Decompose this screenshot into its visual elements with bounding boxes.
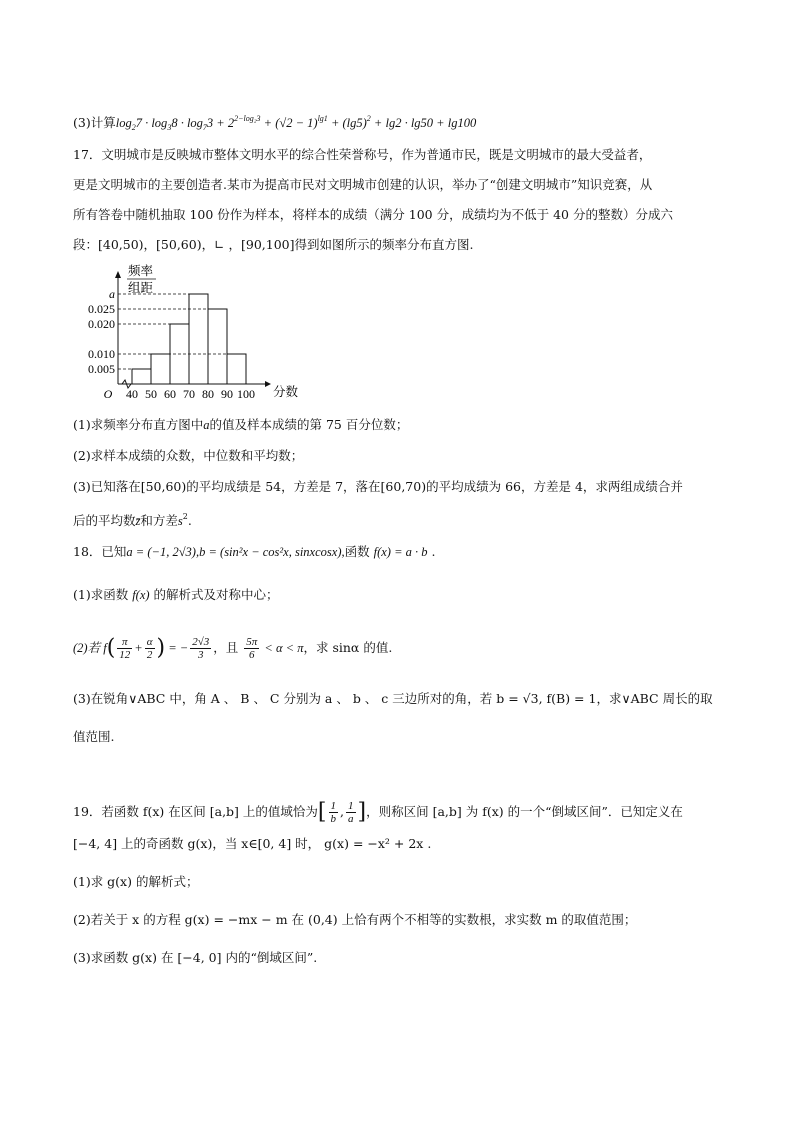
- q18-intro: 18．已知a = (−1, 2√3),b = (sin²x − cos²x, sinxcosx),函数 f(x) = a · b .: [73, 544, 436, 559]
- x-axis-label: 分数: [273, 385, 299, 399]
- y-tick-label: a: [109, 287, 115, 301]
- histogram-bar: [227, 354, 246, 384]
- q17-part3-line1: (3)已知落在[50,60)的平均成绩是 54，方差是 7，落在[60,70)的平均成绩为 66，方差是 4，求两组成绩合并: [73, 479, 683, 494]
- x-tick-label: 60: [164, 387, 176, 401]
- y-tick-label: 0.020: [88, 317, 115, 331]
- q17-intro-line4: 段：[40,50)，[50,60)，∟ ，[90,100]得到如图所示的频率分布直方图.: [73, 237, 474, 252]
- q18-part1: (1)求函数 f(x) 的解析式及对称中心；: [73, 587, 279, 602]
- var-a: a: [203, 418, 210, 432]
- q16-part3-label: (3)计算: [73, 115, 116, 130]
- x-tick-label: 50: [145, 387, 157, 401]
- y-tick-label: 0.005: [88, 362, 115, 376]
- q17-part2: (2)求样本成绩的众数，中位数和平均数；: [73, 448, 304, 463]
- q17-part3-line2: 后的平均数z̄和方差$s^2$.: [73, 512, 192, 528]
- vector-a: a: [126, 545, 133, 559]
- x-tick-label: 80: [202, 387, 214, 401]
- q17-intro-line3: 所有答卷中随机抽取 100 份作为样本，将样本的成绩（满分 100 分，成绩均为不低于 40 分的整数）分成六: [73, 207, 673, 222]
- q19-line1: 19．若函数 f(x) 在区间 [a,b] 上的值域恰为[ $\frac{1}{b}$ , $\frac{1}{a}$ ]，则称区间 [a,b] 为 f(x) 的一个“倒域区间”．已知定义在: [73, 799, 683, 825]
- q19-part2: (2)若关于 x 的方程 g(x) = −mx − m 在 (0,4) 上恰有两个不相等的实数根，求实数 m 的取值范围；: [73, 912, 637, 927]
- x-tick-label: 100: [237, 387, 255, 401]
- histogram-bar: [151, 354, 170, 384]
- q19-part1: (1)求 g(x) 的解析式；: [73, 874, 199, 889]
- q17-part1: (1)求频率分布直方图中a的值及样本成绩的第 75 百分位数；: [73, 417, 409, 432]
- q18-part2: (2)若 f( $\frac{\pi}{12}$ + $\frac{\alpha}{2}$ ) = − $\frac{2√3}{3}$ ，且 $\frac{5\pi}{6}$ < α < π，求 sinα 的值.: [73, 635, 393, 661]
- histogram-bar: [132, 369, 151, 384]
- x-tick-label: 40: [126, 387, 138, 401]
- x-tick-label: 90: [221, 387, 233, 401]
- y-axis-arrow: [115, 271, 121, 278]
- y-tick-label: 0.025: [88, 302, 115, 316]
- q19-line2: [−4, 4] 上的奇函数 g(x)，当 x∈[0, 4] 时， g(x) = −x² + 2x .: [73, 836, 432, 851]
- frequency-histogram: [70, 264, 310, 404]
- origin-label: O: [103, 387, 113, 401]
- y-tick-label: 0.010: [88, 347, 115, 361]
- x-tick-label: 70: [183, 387, 195, 401]
- q18-part3-line1: (3)在锐角∨ABC 中，角 A 、 B 、 C 分别为 a 、 b 、 c 三边所对的角，若 b = √3, f(B) = 1，求∨ABC 周长的取: [73, 691, 713, 706]
- vector-b: b: [199, 545, 206, 559]
- q17-intro-line1: 17．文明城市是反映城市整体文明水平的综合性荣誉称号，作为普通市民，既是文明城市的最大受益者，: [73, 147, 652, 162]
- q16-part3: [73, 110, 476, 137]
- y-axis-label-top: 频率: [128, 264, 154, 278]
- q18-part3-line2: 值范围.: [73, 729, 115, 744]
- x-axis-arrow: [265, 381, 271, 387]
- y-axis-label-bottom: 组距: [128, 281, 154, 295]
- q17-intro-line2: 更是文明城市的主要创造者.某市为提高市民对文明城市创建的认识，举办了“创建文明城市”知识竞赛，从: [73, 177, 653, 192]
- histogram-bar: [189, 294, 208, 384]
- histogram-bar: [208, 309, 227, 384]
- q16-expression: $\log_27 \cdot \log_38 \cdot \log_73 + 2^{2-log_23} + (√2 - 1)^{lg1} + (\lg 5)^2 + \lg 2 \cdot \lg 50 + \lg 100$: [115, 114, 477, 132]
- q19-part3: (3)求函数 g(x) 在 [−4, 0] 内的“倒域区间”.: [73, 950, 318, 965]
